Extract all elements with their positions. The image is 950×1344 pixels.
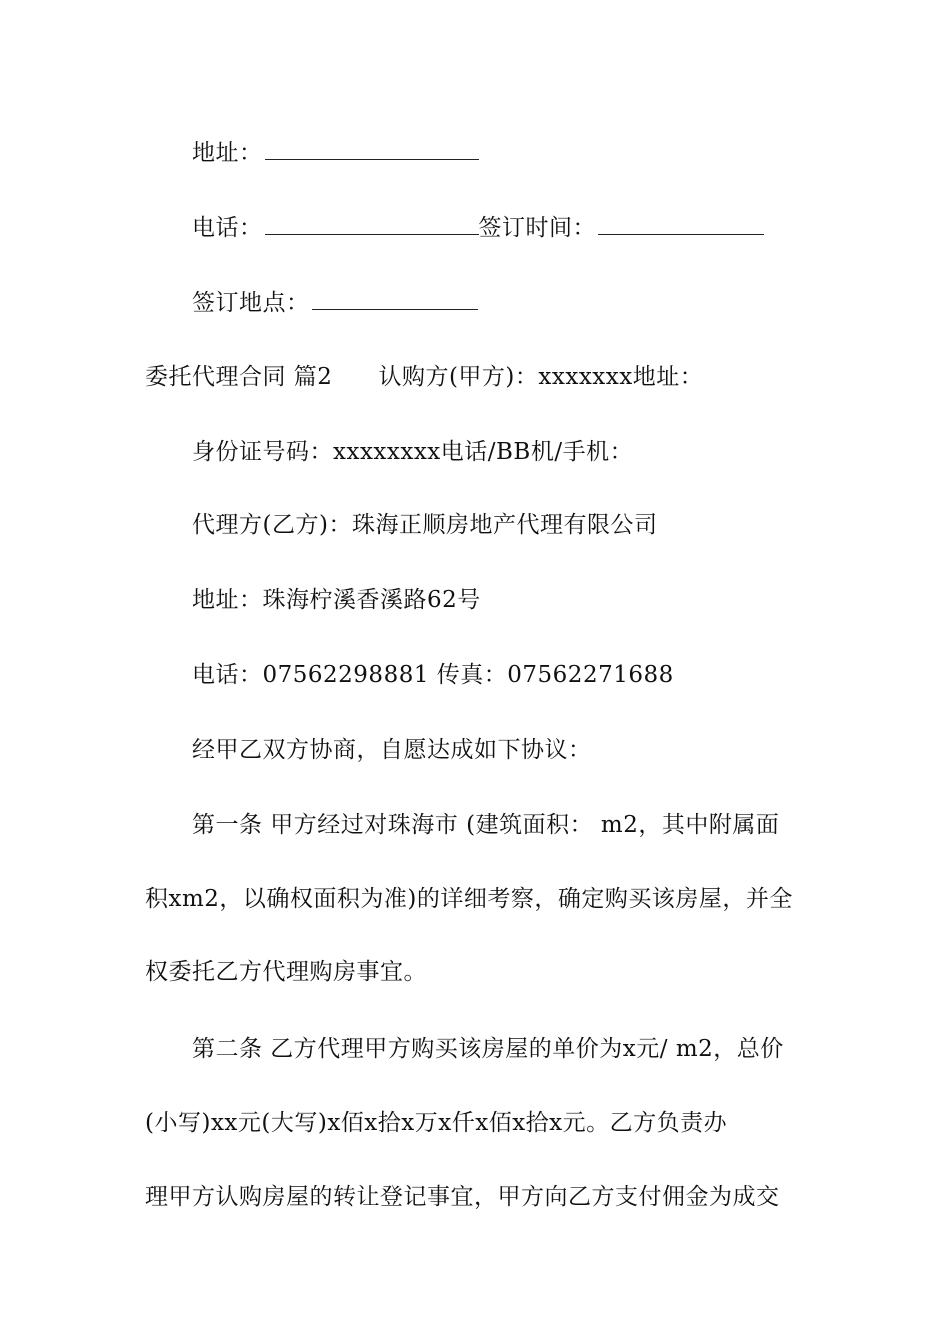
address-blank <box>265 137 479 160</box>
agent-address-line: 地址：珠海柠溪香溪路62号 <box>192 587 481 613</box>
agreement-intro: 经甲乙双方协商，自愿达成如下协议： <box>192 737 592 763</box>
sign-place-line <box>145 287 857 318</box>
article2-line-3: 理甲方认购房屋的转让登记事宜，甲方向乙方支付佣金为成交 <box>145 1184 780 1210</box>
phone-time-line <box>145 212 857 243</box>
address-line <box>145 137 857 168</box>
phone-label: 电话： <box>192 215 263 241</box>
address-label: 地址： <box>192 140 263 166</box>
article1-line-2: 积xm2，以确权面积为准)的详细考察，确定购买该房屋，并全 <box>145 886 793 912</box>
sign-place-label: 签订地点： <box>192 290 310 316</box>
phone-blank <box>265 212 479 235</box>
contract-title: 委托代理合同 篇2 <box>145 364 333 390</box>
agent-line: 代理方(乙方)：珠海正顺房地产代理有限公司 <box>192 512 658 538</box>
sign-place-blank <box>312 287 478 310</box>
article2-line-1: 第二条 乙方代理甲方购买该房屋的单价为x元/ m2，总价 <box>192 1036 784 1062</box>
article1-line-3: 权委托乙方代理购房事宜。 <box>145 959 427 985</box>
id-line: 身份证号码：xxxxxxxx电话/BB机/手机： <box>192 439 634 465</box>
sign-time-label: 签订时间： <box>478 215 596 241</box>
contract-title-line <box>145 362 810 392</box>
article1-line-1: 第一条 甲方经过对珠海市 (建筑面积： m2，其中附属面 <box>192 812 780 838</box>
agent-phone-line: 电话：07562298881 传真：07562271688 <box>192 662 674 688</box>
sign-time-blank <box>598 212 764 235</box>
article2-line-2: (小写)xx元(大写)x佰x拾x万x仟x佰x拾x元。乙方负责办 <box>145 1110 728 1136</box>
buyer-line: 认购方(甲方)：xxxxxxx地址： <box>378 364 704 390</box>
